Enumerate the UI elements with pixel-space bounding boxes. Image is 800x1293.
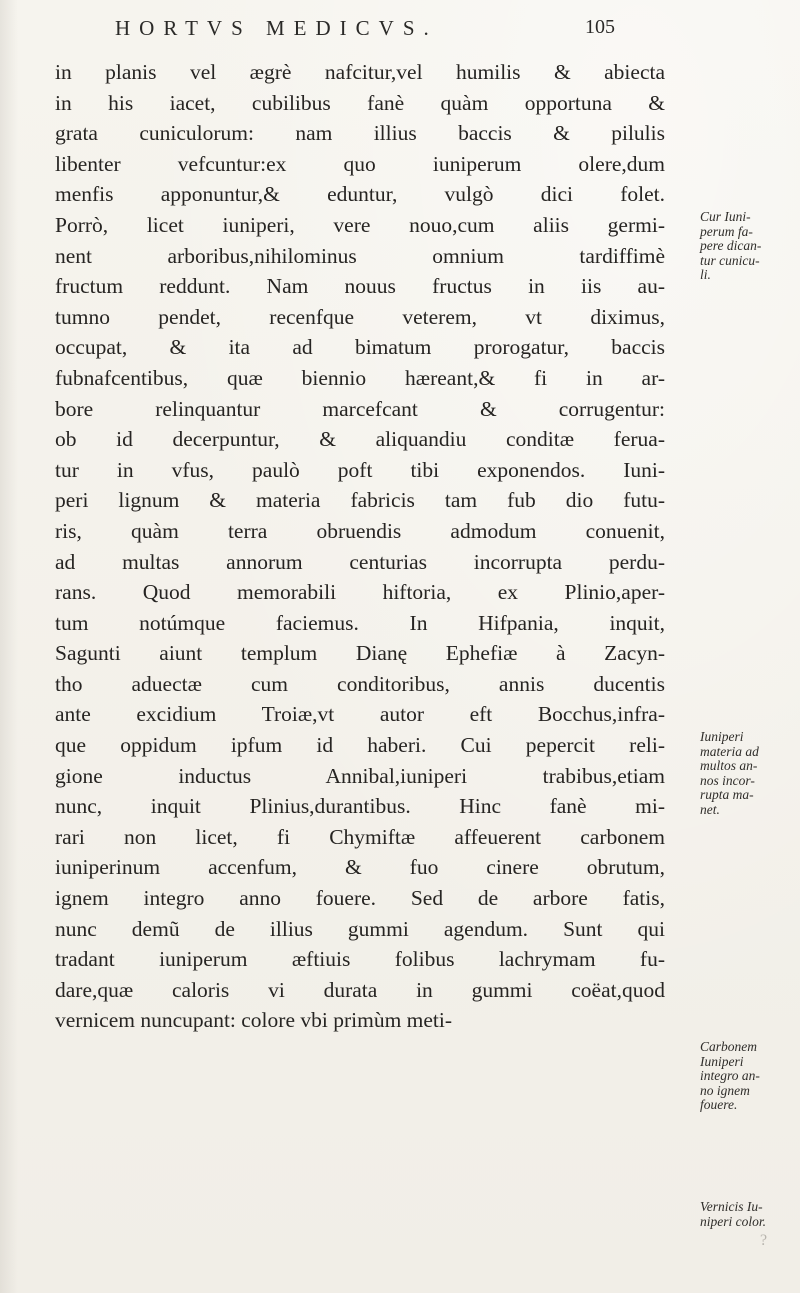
page-header: [95, 8, 615, 46]
text-line: Porrò, licet iuniperi, vere nouo,cum aliis germi-: [55, 212, 665, 237]
main-text-column: [55, 57, 665, 1036]
marginal-note-line: Iuniperi: [700, 1053, 744, 1069]
marginal-note-line: tur cunicu-: [700, 252, 760, 268]
text-line: tho aduectæ cum conditoribus, annis ducentis: [55, 671, 665, 696]
text-line: ante excidium Troiæ,vt autor eft Bocchus,infra-: [55, 702, 665, 727]
marginal-note: [700, 1040, 795, 1113]
marginal-note-line: no ignem: [700, 1082, 750, 1098]
text-line: nunc demũ de illius gummi agendum. Sunt qui: [55, 916, 665, 941]
running-head: HORTVS MEDICVS.: [115, 16, 438, 40]
text-line: ob id decerpuntur, & aliquandiu conditæ ferua-: [55, 427, 665, 452]
text-line: in his iacet, cubilibus fanè quàm opportuna &: [55, 90, 665, 115]
marginal-note-line: Iuniperi: [700, 729, 744, 744]
marginal-note-line: perum fa-: [700, 223, 753, 239]
text-line: tur in vfus, paulò poft tibi exponendos. Iuni-: [55, 457, 665, 482]
page-number: 105: [585, 16, 615, 38]
text-line: ad multas annorum centurias incorrupta perdu-: [55, 549, 665, 574]
marginal-note-line: net.: [700, 801, 720, 817]
text-line: que oppidum ipfum id haberi. Cui pepercit reli-: [55, 733, 665, 758]
marginal-note: [700, 1200, 795, 1229]
text-line: iuniperinum accenfum, & fuo cinere obrutum,: [55, 855, 665, 880]
marginal-note: [700, 210, 795, 283]
marginal-note-line: integro an-: [700, 1068, 760, 1083]
text-line: vernicem nuncupant: colore vbi primùm meti-: [55, 1008, 453, 1033]
marginal-note-line: rupta ma-: [700, 787, 754, 802]
marginal-note-line: nos incor-: [700, 772, 755, 788]
text-line: tum notúmque faciemus. In Hifpania, inquit,: [55, 610, 665, 635]
text-line: Sagunti aiunt templum Dianę Ephefiæ à Zacyn-: [55, 641, 665, 666]
text-line: peri lignum & materia fabricis tam fub dio futu-: [55, 488, 665, 513]
text-line: nent arboribus,nihilominus omnium tardiffimè: [55, 243, 665, 268]
page-gutter-shadow: [0, 0, 18, 1293]
text-line: fructum reddunt. Nam nouus fructus in iis au-: [55, 274, 665, 299]
marginal-note-line: multos an-: [700, 758, 758, 773]
text-line: tumno pendet, recenfque veterem, vt diximus,: [55, 304, 665, 329]
text-line: dare,quæ caloris vi durata in gummi coëat,quod: [55, 977, 665, 1002]
marginal-note: [700, 730, 795, 817]
text-line: nunc, inquit Plinius,durantibus. Hinc fanè mi-: [55, 794, 665, 819]
text-line: rari non licet, fi Chymiftæ affeuerent carbonem: [55, 824, 665, 849]
marginal-note-line: Vernicis Iu-: [700, 1199, 763, 1214]
text-line: ris, quàm terra obruendis admodum conuenit,: [55, 518, 665, 543]
marginal-note-line: pere dican-: [700, 238, 762, 253]
text-line: bore relinquantur marcefcant & corrugentur:: [55, 396, 665, 421]
text-line: libenter vefcuntur:ex quo iuniperum olere,dum: [55, 151, 665, 176]
text-line: occupat, & ita ad bimatum prorogatur, baccis: [55, 335, 665, 360]
marginal-note-line: fouere.: [700, 1097, 738, 1112]
stray-mark: ?: [760, 1232, 768, 1249]
text-line: fubnafcentibus, quæ biennio hæreant,& fi in ar-: [55, 365, 665, 390]
text-line: rans. Quod memorabili hiftoria, ex Plinio,aper-: [55, 580, 665, 605]
marginal-note-line: Carbonem: [700, 1039, 757, 1054]
text-line: tradant iuniperum æftiuis folibus lachrymam fu-: [55, 947, 665, 972]
text-line: menfis apponuntur,& eduntur, vulgò dici folet.: [55, 182, 665, 207]
marginal-note-line: materia ad: [700, 743, 759, 759]
marginal-note-line: niperi color.: [700, 1213, 766, 1229]
text-line: in planis vel ægrè nafcitur,vel humilis & abiecta: [55, 60, 665, 84]
text-line: grata cuniculorum: nam illius baccis & pilulis: [55, 121, 665, 146]
marginal-note-line: li.: [700, 267, 711, 282]
marginal-note-line: Cur Iuni-: [700, 209, 751, 224]
text-line: ignem integro anno fouere. Sed de arbore fatis,: [55, 886, 665, 911]
text-line: gione inductus Annibal,iuniperi trabibus,etiam: [55, 763, 665, 788]
